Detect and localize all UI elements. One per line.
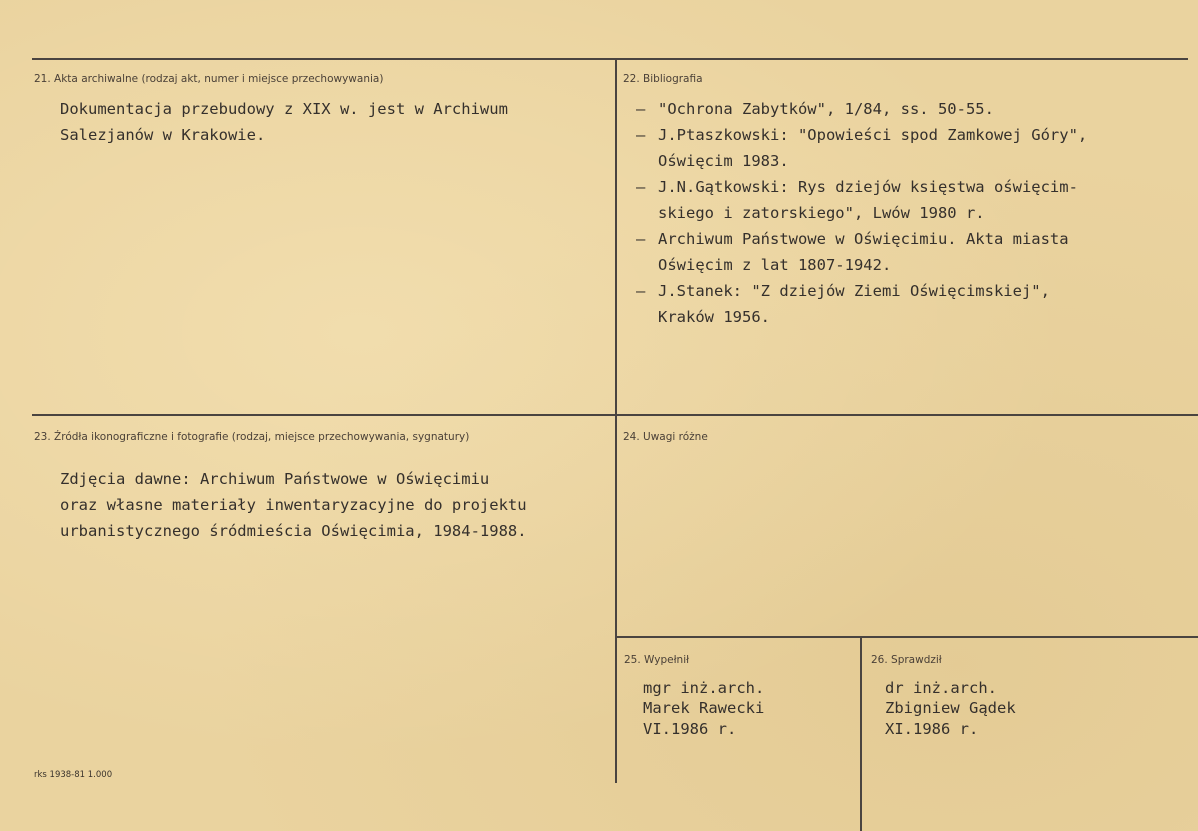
field-23-line: Zdjęcia dawne: Archiwum Państwowe w Oświęcimiu (60, 470, 490, 488)
field-23-line: urbanistycznego śródmieścia Oświęcimia, 1984-1988. (60, 522, 527, 540)
field-21-line: Dokumentacja przebudowy z XIX w. jest w Archiwum (60, 100, 508, 118)
bibliography-text: skiego i zatorskiego", Lwów 1980 r. (658, 204, 985, 222)
filled-by-line: mgr inż.arch. (643, 679, 765, 697)
bibliography-text: J.Stanek: "Z dziejów Ziemi Oświęcimskiej", (658, 282, 1050, 300)
field-23-label: 23. Źródła ikonograficzne i fotografie (rodzaj, miejsce przechowywania, sygnatury) (34, 431, 470, 443)
bibliography-entry (636, 278, 1087, 304)
signature-rule (617, 636, 1198, 638)
field-21-label: 21. Akta archiwalne (rodzaj akt, numer i miejsce przechowywania) (34, 73, 384, 85)
bibliography-list (636, 96, 1087, 330)
filled-by-line: Marek Rawecki (643, 699, 765, 717)
checked-by-line: dr inż.arch. (885, 679, 997, 697)
list-dash: – (636, 100, 646, 118)
bibliography-entry (636, 122, 1087, 148)
field-21-line: Salezjanów w Krakowie. (60, 126, 266, 144)
checked-by-name (885, 678, 1016, 718)
field-23-text (60, 466, 527, 544)
signature-divider (860, 637, 862, 831)
list-dash (636, 148, 658, 174)
bibliography-text: Archiwum Państwowe w Oświęcimiu. Akta miasta (658, 230, 1069, 248)
list-dash (636, 304, 658, 330)
top-rule (32, 58, 1188, 60)
field-25-label: 25. Wypełnił (624, 654, 690, 666)
list-dash: – (636, 126, 646, 144)
bibliography-text: Kraków 1956. (658, 308, 770, 326)
bibliography-entry (636, 174, 1087, 200)
list-dash (636, 252, 658, 278)
field-23-line: oraz własne materiały inwentaryzacyjne do projektu (60, 496, 527, 514)
checked-by-line: Zbigniew Gądek (885, 699, 1016, 717)
filled-by-name (643, 678, 764, 718)
print-mark: rks 1938-81 1.000 (34, 770, 113, 780)
bibliography-entry (636, 304, 1087, 330)
center-divider (615, 59, 617, 783)
list-dash: – (636, 178, 646, 196)
bibliography-text: J.N.Gątkowski: Rys dziejów księstwa oświęcim- (658, 178, 1078, 196)
field-24-label: 24. Uwagi różne (623, 431, 708, 443)
field-21-text (60, 96, 508, 148)
bibliography-text: "Ochrona Zabytków", 1/84, ss. 50-55. (658, 100, 994, 118)
bibliography-entry (636, 252, 1087, 278)
bibliography-text: J.Ptaszkowski: "Opowieści spod Zamkowej Góry", (658, 126, 1088, 144)
field-22-label: 22. Bibliografia (623, 73, 703, 85)
filled-by-date: VI.1986 r. (643, 720, 737, 738)
bibliography-text: Oświęcim 1983. (658, 152, 789, 170)
bibliography-entry (636, 96, 1087, 122)
list-dash: – (636, 230, 646, 248)
bibliography-entry (636, 226, 1087, 252)
bibliography-text: Oświęcim z lat 1807-1942. (658, 256, 892, 274)
bibliography-entry (636, 200, 1087, 226)
field-26-label: 26. Sprawdził (871, 654, 942, 666)
checked-by-date: XI.1986 r. (885, 720, 979, 738)
list-dash (636, 200, 658, 226)
bibliography-entry (636, 148, 1087, 174)
list-dash: – (636, 282, 646, 300)
